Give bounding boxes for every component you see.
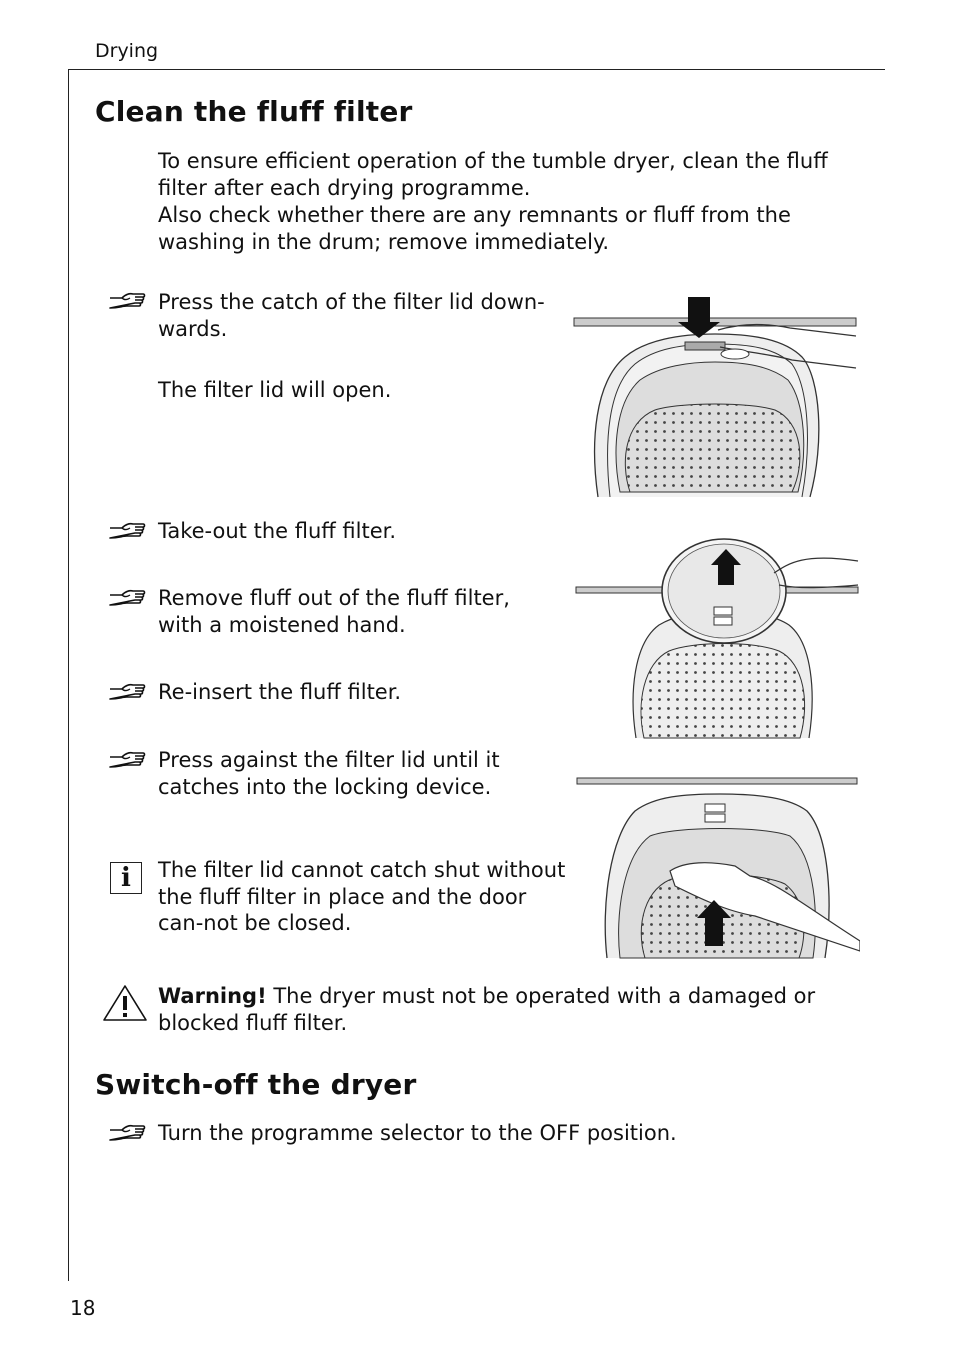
intro-paragraph-2: Also check whether there are any remnants or fluff from the washing in the drum; remove immediately. [158,203,791,254]
step-press-catch: Press the catch of the filter lid down-wards. [158,290,545,341]
intro-paragraph-1: To ensure efficient operation of the tumble dryer, clean the fluff filter after each drying programme. [158,149,828,200]
info-icon: i [110,862,142,894]
step-press-lid: Press against the filter lid until it catches into the locking device. [158,748,500,799]
step-turn-selector-off: Turn the programme selector to the OFF position. [158,1121,677,1145]
header-rule [69,69,885,70]
running-head: Drying [95,40,159,62]
step-reinsert-filter: Re-insert the fluff filter. [158,680,402,704]
warning-note [158,983,858,1036]
margin-rule [68,69,69,1281]
pointing-hand-icon [108,587,146,611]
pointing-hand-icon [108,290,146,314]
figure-close-filter-lid [575,776,860,961]
step-result-lid-opens: The filter lid will open. [158,378,392,402]
pointing-hand-icon [108,749,146,773]
section-heading-clean-fluff-filter: Clean the fluff filter [95,95,413,128]
figure-take-out-filter [574,533,860,743]
step-remove-fluff: Remove fluff out of the fluff filter, with a moistened hand. [158,586,510,637]
page-number: 18 [70,1296,96,1320]
pointing-hand-icon [108,681,146,705]
pointing-hand-icon [108,520,146,544]
section-heading-switch-off: Switch-off the dryer [95,1068,417,1101]
warning-triangle-icon [102,984,148,1022]
pointing-hand-icon [108,1122,146,1146]
step-take-out-filter: Take-out the fluff filter. [158,519,397,543]
warning-text: The dryer must not be operated with a damaged or blocked fluff filter. [158,984,816,1035]
warning-label: Warning! [158,984,267,1008]
info-note: The filter lid cannot catch shut without the fluff filter in place and the door can-not be closed. [158,858,566,935]
figure-press-catch [570,292,860,502]
